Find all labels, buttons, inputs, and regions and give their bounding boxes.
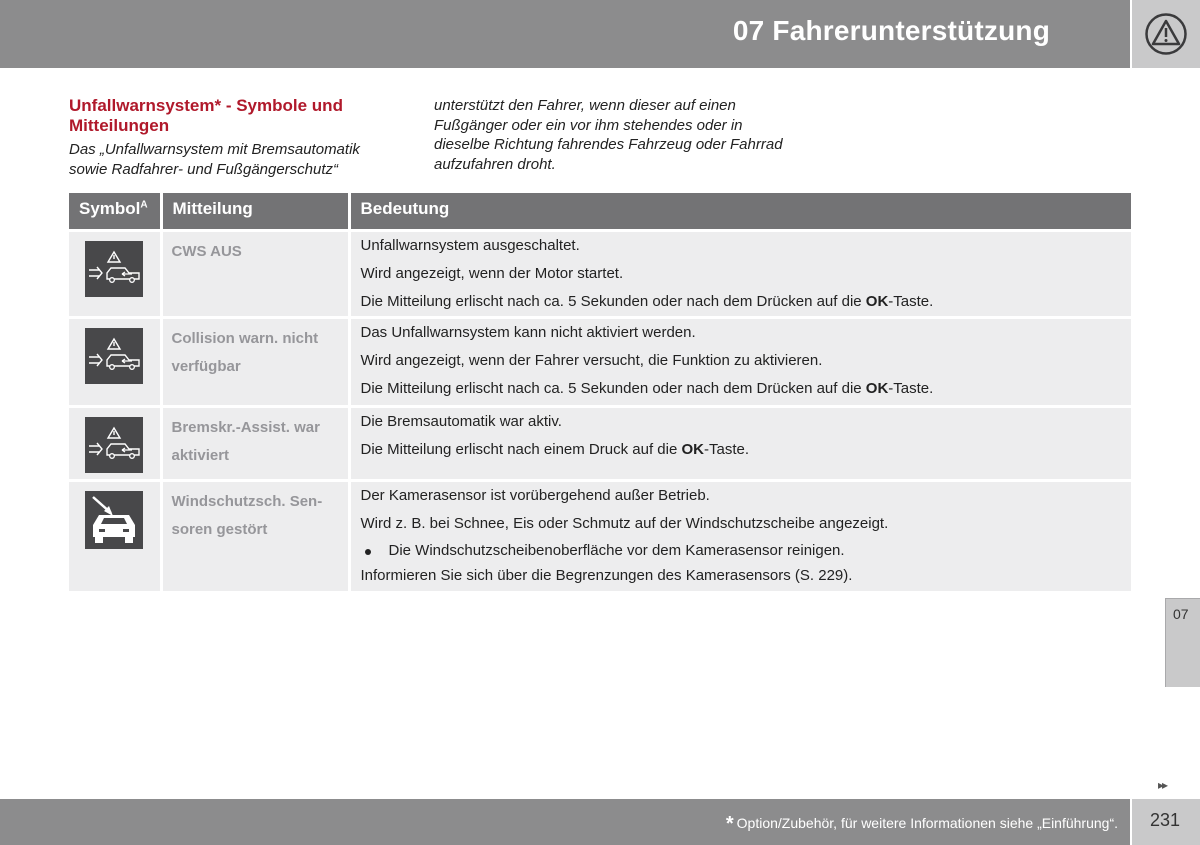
header-symbol-footnote: A	[140, 199, 148, 211]
meaning-line: Die Bremsautomatik war aktiv.	[360, 413, 562, 430]
page-number: 231	[1150, 810, 1181, 830]
chapter-tab	[1165, 598, 1200, 687]
continue-arrow-icon: ▸▸	[1158, 778, 1167, 792]
meaning-cell	[349, 231, 1131, 318]
intro-text-right: unterstützt den Fahrer, wenn dieser auf einen Fußgänger oder ein vor ihm stehendes oder in dieselbe Richtung fahrendes Fahrzeug oder Fahrrad aufzufahren droht.	[434, 97, 783, 173]
symbols-table	[69, 193, 1131, 594]
bullet-item: Die Windschutzscheibenoberfläche vor dem Kamerasensor reinigen.	[361, 538, 1122, 564]
intro-left-column	[69, 96, 399, 179]
chapter-title: 07 Fahrerunterstützung	[732, 15, 1050, 46]
table-row	[69, 318, 1131, 407]
table-header-row	[69, 193, 1131, 231]
footnote-star: *	[725, 813, 734, 835]
meaning-line: Wird angezeigt, wenn der Motor startet.	[360, 265, 624, 282]
meaning-line	[361, 288, 1122, 316]
meaning-line: Das Unfallwarnsystem kann nicht aktiviert werden.	[360, 324, 696, 341]
windshield-sensor-icon	[85, 491, 143, 549]
table-row	[69, 407, 1131, 481]
symbol-cell	[69, 318, 161, 407]
meaning-text: Die Mitteilung erlischt nach einem Druck auf die	[360, 441, 682, 458]
message-cell	[161, 231, 349, 318]
meaning-text: -Taste.	[888, 380, 934, 397]
message-cell	[161, 318, 349, 407]
symbol-cell	[69, 231, 161, 318]
message-text: Bremskr.-Assist. war aktiviert	[171, 419, 320, 464]
footer-note-text: Option/Zubehör, für weitere Informationen siehe „Einführung“.	[736, 815, 1118, 831]
footer-note	[726, 813, 1118, 836]
section-title: Unfallwarnsystem* - Symbole und Mitteilungen	[69, 96, 343, 135]
meaning-text: -Taste.	[888, 293, 934, 310]
table-row	[69, 481, 1131, 593]
meaning-line	[361, 436, 1122, 464]
ok-key-label: OK	[865, 293, 889, 310]
chapter-icon-box	[1132, 0, 1200, 68]
meaning-line: Wird z. B. bei Schnee, Eis oder Schmutz auf der Windschutzscheibe angezeigt.	[360, 515, 889, 532]
meaning-cell	[349, 407, 1131, 481]
meaning-line: Wird angezeigt, wenn der Fahrer versucht, die Funktion zu aktivieren.	[360, 352, 823, 369]
meaning-cell	[349, 481, 1131, 593]
meaning-text: -Taste.	[703, 441, 749, 458]
meaning-text: Die Mitteilung erlischt nach ca. 5 Sekunden oder nach dem Drücken auf die	[360, 293, 866, 310]
message-text: CWS AUS	[171, 243, 242, 260]
page-footer	[0, 799, 1130, 845]
table-row	[69, 231, 1131, 318]
symbol-cell	[69, 407, 161, 481]
collision-warning-icon	[85, 417, 143, 473]
header-symbol	[69, 193, 161, 231]
chapter-header	[0, 0, 1130, 68]
reference-line: Informieren Sie sich über die Begrenzungen des Kamerasensors (S. 229).	[360, 567, 853, 584]
collision-warning-icon	[85, 241, 143, 297]
meaning-line	[361, 375, 1122, 403]
chapter-tab-label: 07	[1173, 606, 1189, 622]
symbol-cell	[69, 481, 161, 593]
message-cell	[161, 407, 349, 481]
ok-key-label: OK	[681, 441, 704, 458]
intro-text-left: Das „Unfallwarnsystem mit Bremsautomatik sowie Radfahrer- und Fußgängerschutz“	[69, 141, 360, 178]
collision-warning-icon	[85, 328, 143, 384]
page-number-box	[1132, 799, 1200, 845]
message-text: Windschutzsch. Sen-soren gestört	[171, 493, 323, 538]
ok-key-label: OK	[865, 380, 889, 397]
header-message: Mitteilung	[161, 193, 349, 231]
header-meaning: Bedeutung	[349, 193, 1131, 231]
meaning-text: Die Mitteilung erlischt nach ca. 5 Sekunden oder nach dem Drücken auf die	[360, 380, 866, 397]
message-text: Collision warn. nicht verfügbar	[171, 330, 319, 375]
header-symbol-label: Symbol	[79, 199, 141, 218]
meaning-cell	[349, 318, 1131, 407]
meaning-line: Unfallwarnsystem ausgeschaltet.	[360, 237, 580, 254]
warning-triangle-icon	[1144, 12, 1188, 56]
message-cell	[161, 481, 349, 593]
meaning-line: Der Kamerasensor ist vorübergehend außer Betrieb.	[360, 487, 710, 504]
